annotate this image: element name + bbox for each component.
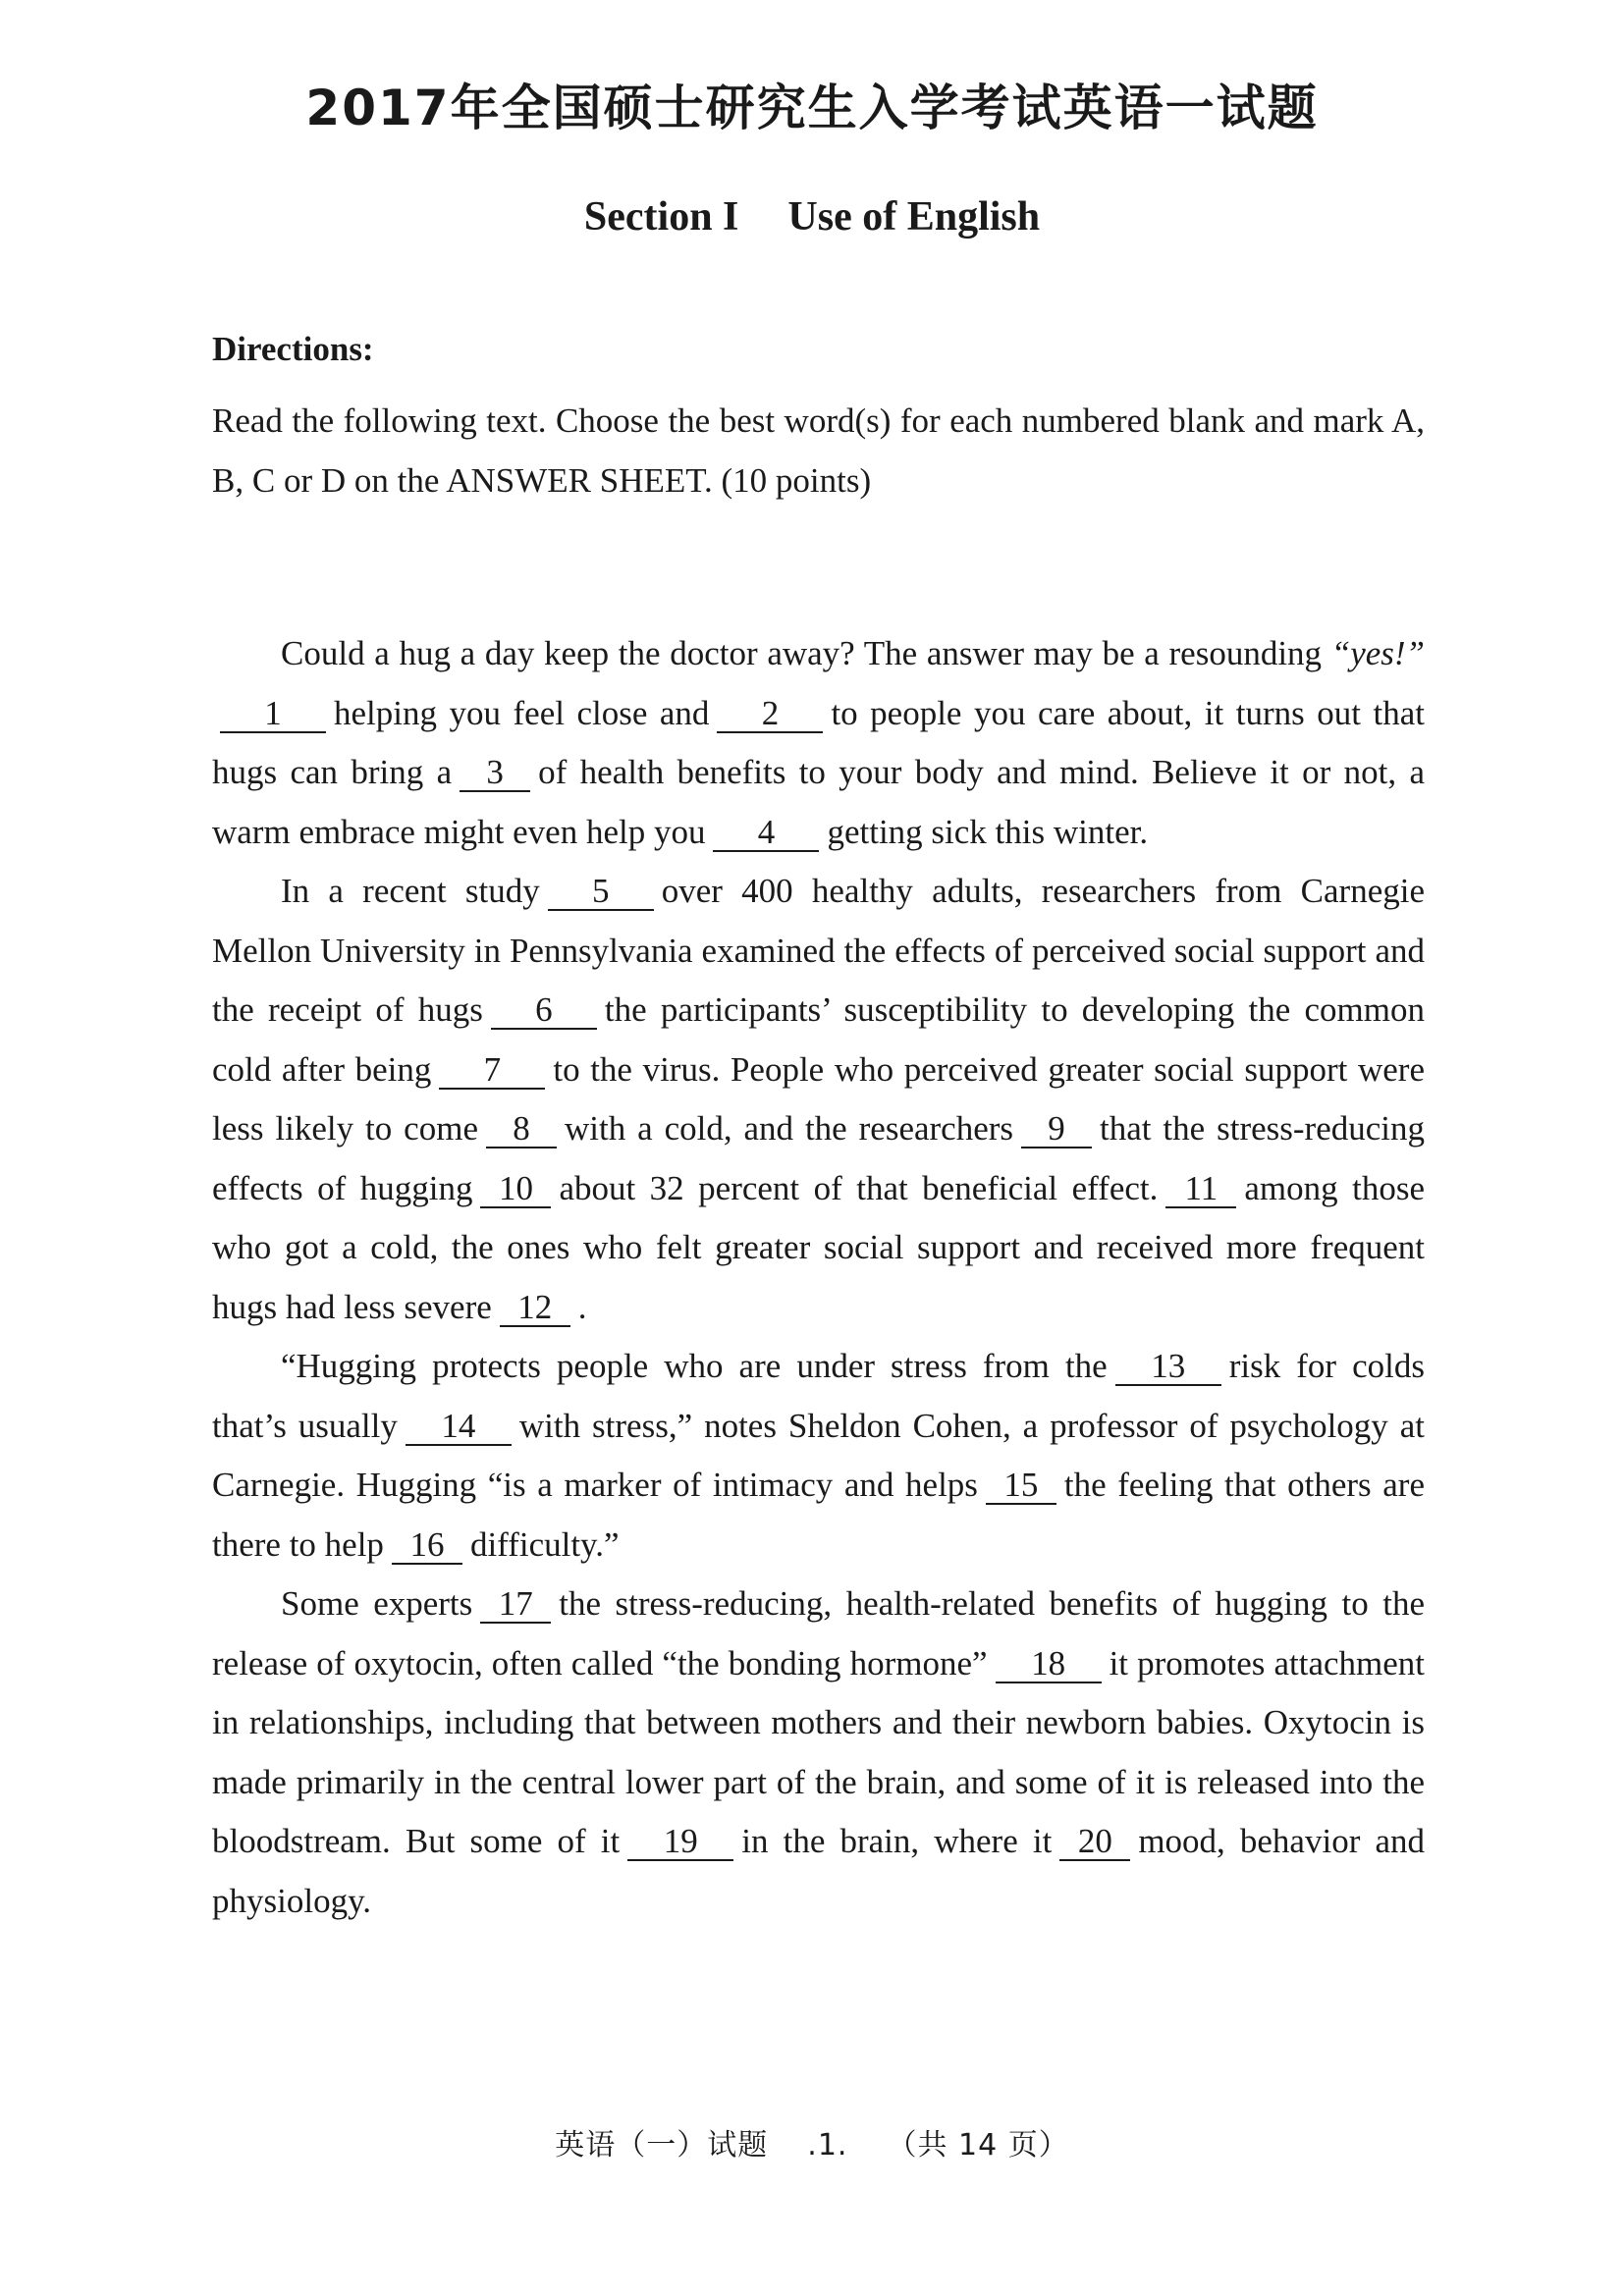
blank-15: 15 — [986, 1468, 1056, 1505]
cloze-passage — [212, 624, 1425, 1931]
passage-text: the stress-reducing, health-related benefits of hugging to the release of oxytocin, often called “the bonding hormone” — [212, 1584, 1425, 1682]
blank-10: 10 — [480, 1171, 551, 1208]
blank-6: 6 — [491, 992, 597, 1030]
blank-20: 20 — [1059, 1824, 1130, 1861]
passage-text: among those who got a cold, the ones who felt greater social support and received more frequent hugs had less severe — [212, 1168, 1425, 1326]
footer-label: 英语（一）试题 — [555, 2128, 769, 2163]
passage-text: over 400 healthy adults, researchers from Carnegie Mellon University in Pennsylvania examined the effects of perceived social support and the receipt of hugs — [212, 872, 1425, 1029]
page-footer — [0, 2120, 1624, 2163]
passage-text: getting sick this winter. — [827, 812, 1149, 851]
blank-17: 17 — [480, 1586, 551, 1624]
blank-11: 11 — [1165, 1171, 1236, 1208]
exam-title: 2017年全国硕士研究生入学考试英语一试题 — [305, 80, 1319, 136]
passage-quote-yes: “yes!” — [1330, 634, 1426, 672]
passage-text: mood, behavior and physiology. — [212, 1822, 1425, 1920]
passage-text: helping you feel close and — [334, 693, 710, 732]
passage-text: Some experts — [281, 1584, 473, 1623]
passage-text: that the stress-reducing effects of hugging — [212, 1109, 1425, 1207]
blank-9: 9 — [1021, 1111, 1092, 1148]
footer-page-number: .1. — [807, 2128, 848, 2163]
blank-5: 5 — [548, 874, 654, 911]
blank-16: 16 — [392, 1527, 462, 1565]
blank-3: 3 — [460, 755, 530, 792]
passage-paragraph-1 — [212, 624, 1425, 862]
passage-paragraph-4 — [212, 1575, 1425, 1931]
passage-text: Could a hug a day keep the doctor away? The answer may be a resounding — [281, 634, 1323, 672]
passage-text: In a recent study — [281, 872, 540, 910]
section-title — [0, 193, 1624, 240]
blank-14: 14 — [406, 1409, 512, 1446]
directions-heading: Directions: — [212, 330, 374, 368]
passage-text: . — [577, 1287, 587, 1326]
passage-text: it promotes attachment in relationships, including that between mothers and their newborn babies. Oxytocin is made primarily in the central lower part of the brain, and some of it is released into the bloodstream. But some of it — [212, 1643, 1425, 1860]
blank-18: 18 — [996, 1646, 1102, 1683]
passage-text: with stress,” notes Sheldon Cohen, a professor of psychology at Carnegie. Hugging “is a marker of intimacy and helps — [212, 1406, 1425, 1504]
blank-19: 19 — [627, 1824, 733, 1861]
section-number: Section I — [583, 194, 739, 240]
blank-12: 12 — [500, 1290, 570, 1327]
passage-text: in the brain, where it — [741, 1822, 1053, 1860]
passage-text: about 32 percent of that beneficial effect. — [559, 1168, 1159, 1207]
blank-7: 7 — [439, 1052, 545, 1090]
passage-text: “Hugging protects people who are under stress from the — [281, 1347, 1108, 1385]
passage-text: to the virus. People who perceived greater social support were less likely to come — [212, 1049, 1425, 1148]
blank-4: 4 — [713, 815, 819, 852]
passage-text: with a cold, and the researchers — [564, 1109, 1014, 1148]
footer-page-total: （共 14 页） — [887, 2128, 1069, 2163]
passage-paragraph-3 — [212, 1337, 1425, 1575]
blank-8: 8 — [486, 1111, 557, 1148]
blank-2: 2 — [717, 696, 823, 733]
blank-1: 1 — [220, 696, 326, 733]
directions-text: Read the following text. Choose the best word(s) for each numbered blank and mark A, B, C or D on the ANSWER SHEET. (10 points) — [212, 401, 1425, 500]
passage-text: the participants’ susceptibility to developing the common cold after being — [212, 990, 1425, 1089]
passage-text: of health benefits to your body and mind. Believe it or not, a warm embrace might even help you — [212, 753, 1425, 851]
passage-text: risk for colds that’s usually — [212, 1347, 1425, 1445]
passage-text: the feeling that others are there to help — [212, 1466, 1425, 1564]
blank-13: 13 — [1115, 1349, 1221, 1386]
passage-text: to people you care about, it turns out that hugs can bring a — [212, 693, 1425, 791]
passage-text: difficulty.” — [469, 1524, 620, 1564]
passage-paragraph-2 — [212, 862, 1425, 1337]
section-name: Use of English — [787, 194, 1041, 240]
